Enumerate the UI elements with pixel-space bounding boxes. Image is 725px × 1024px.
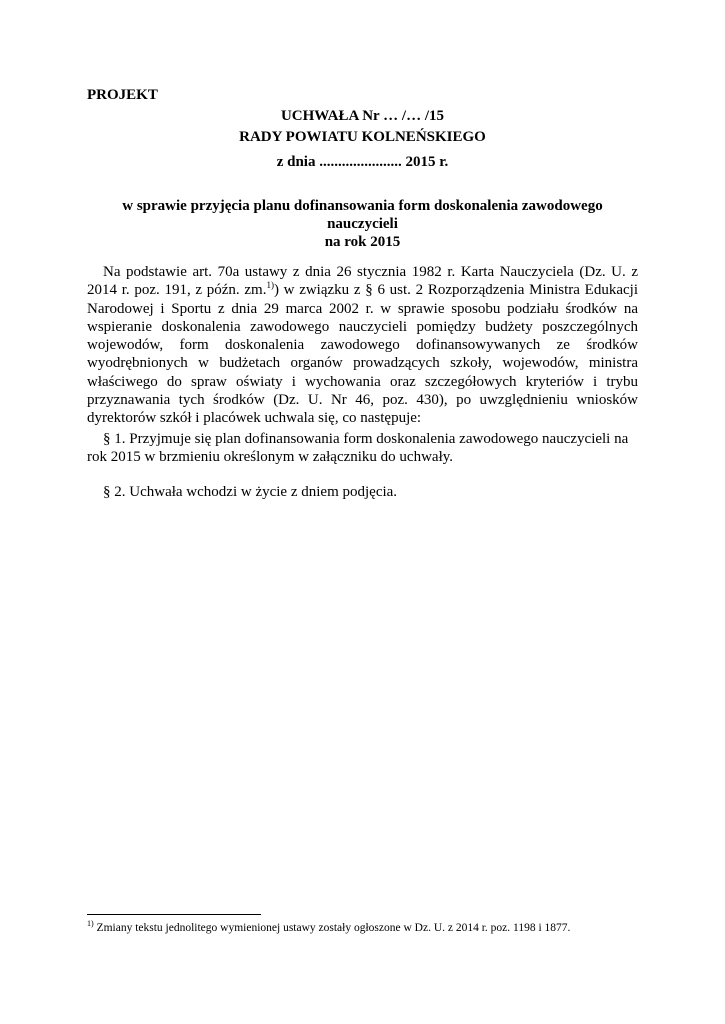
footnote-marker: 1): [87, 919, 94, 929]
footnote-reference: 1): [266, 280, 274, 291]
resolution-subject: [87, 197, 638, 251]
footnote-separator: [87, 914, 261, 915]
preamble-text-part1: Na podstawie art. 70a ustawy z dnia 26 stycznia 1982 r. Karta Nauczyciela (Dz. U. z 2014 r. poz. 191, z późn. zm.: [87, 264, 638, 299]
section-2-paragraph: § 2. Uchwała wchodzi w życie z dniem podjęcia.: [103, 484, 398, 500]
subject-line-2: na rok 2015: [324, 234, 401, 250]
section-1-paragraph: § 1. Przyjmuje się plan dofinansowania form doskonalenia zawodowego nauczycieli na rok 2015 w brzmieniu określonym w załączniku do uchwały.: [87, 431, 629, 466]
draft-label: PROJEKT: [87, 87, 158, 103]
preamble-text-part2: ) w związku z § 6 ust. 2 Rozporządzenia Ministra Edukacji Narodowej i Sportu z dnia 29 marca 2002 r. w sprawie sposobu podziału środków na wspieranie doskonalenia zawodowego nauczycieli pomiędzy budżety poszczególnych wojewodów, form doskonalenia zawodowego dofinansowywanych ze środków wyodrębnionych w budżetach organów prowadzących szkoły, wojewodów, ministra właściwego do spraw oświaty i wychowania oraz szczegółowych kryteriów i trybu przyznawania tych środków (Dz. U. Nr 46, poz. 430), po uwzględnieniu wniosków dyrektorów szkół i placówek uchwala się, co następuje:: [87, 282, 638, 427]
subject-line-1: w sprawie przyjęcia planu dofinansowania form doskonalenia zawodowego nauczycieli: [122, 198, 603, 232]
council-name: RADY POWIATU KOLNEŃSKIEGO: [239, 129, 486, 145]
footnote-text: Zmiany tekstu jednolitego wymienionej ustawy zostały ogłoszone w Dz. U. z 2014 r. poz. 1198 i 1877.: [93, 922, 571, 934]
resolution-date: z dnia ...................... 2015 r.: [276, 154, 449, 170]
resolution-number: UCHWAŁA Nr … /… /15: [280, 108, 445, 124]
legal-basis-preamble: [87, 263, 638, 428]
footnote: [87, 921, 647, 935]
